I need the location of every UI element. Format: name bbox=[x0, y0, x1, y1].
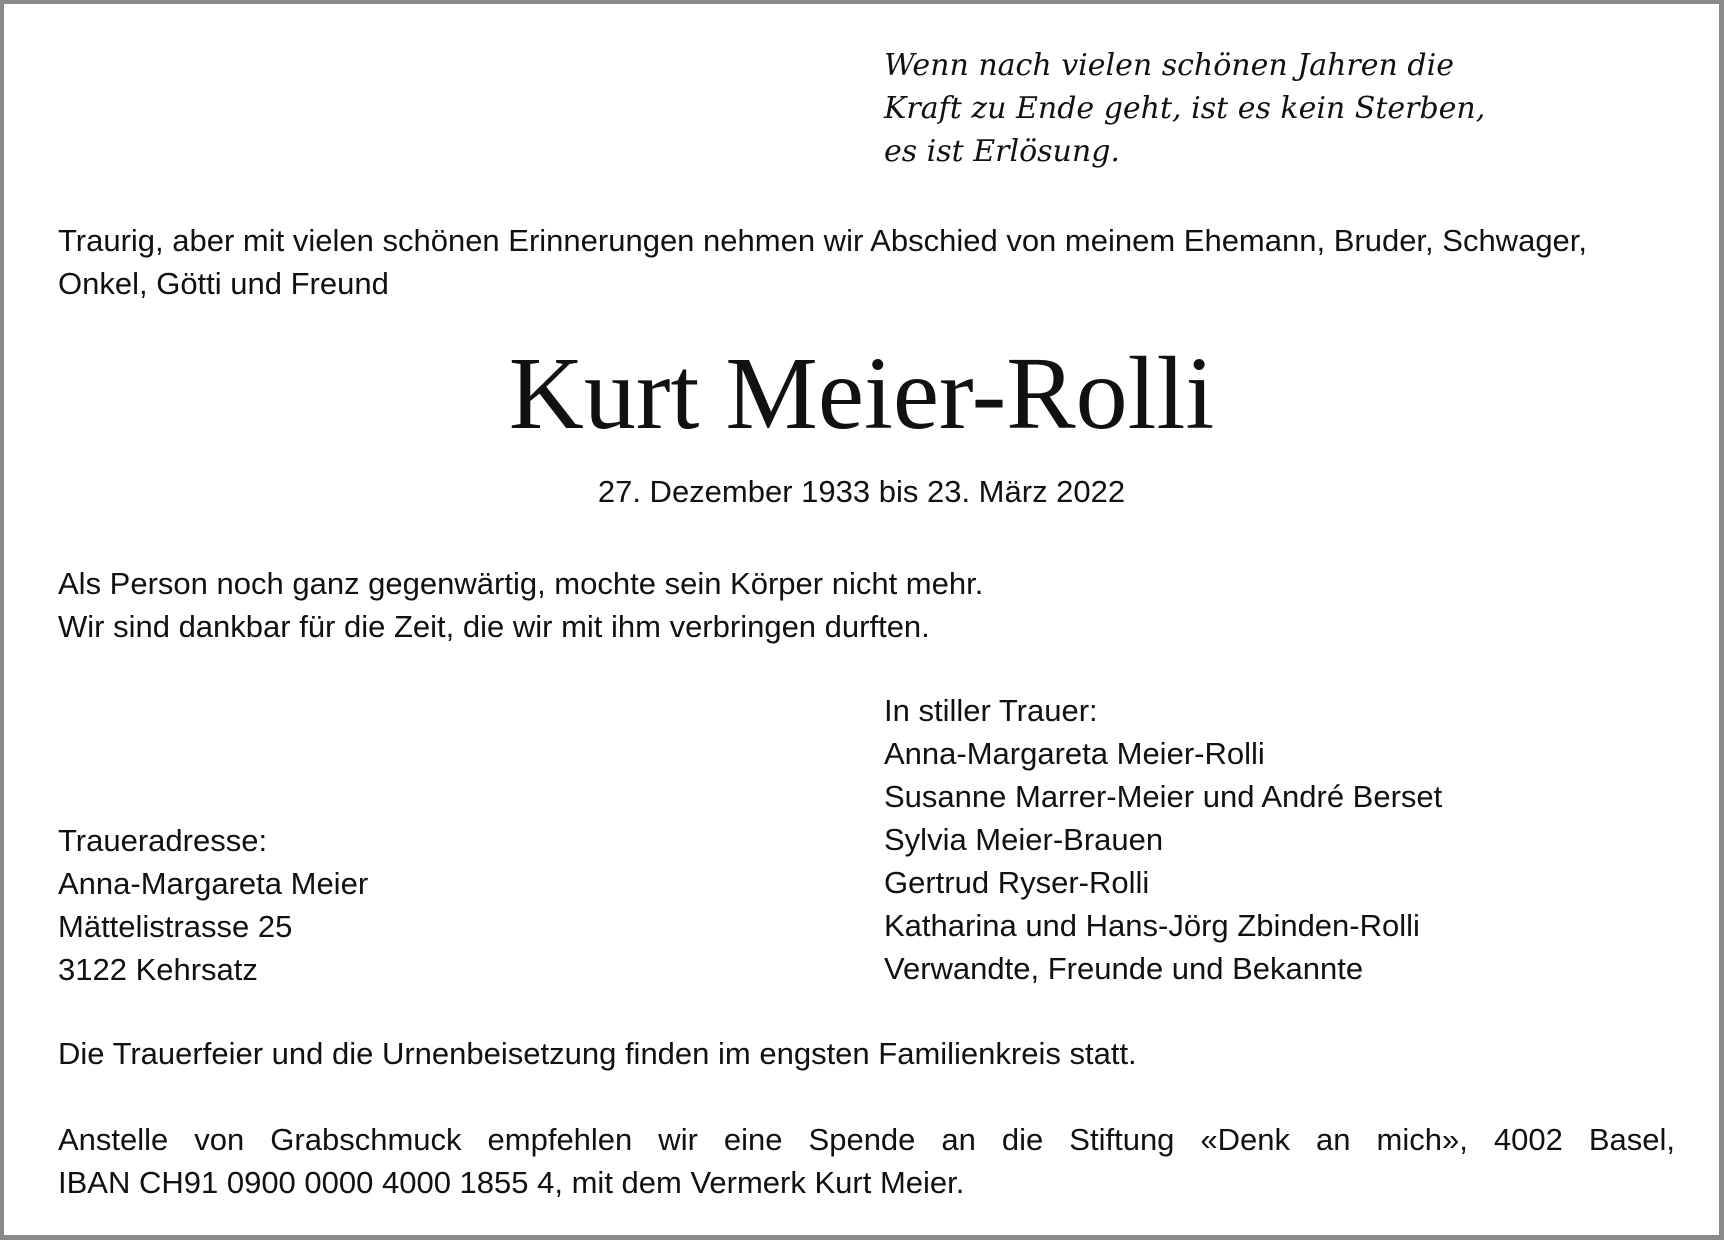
tribute-text bbox=[58, 562, 983, 648]
tribute-line: Wir sind dankbar für die Zeit, die wir mit ihm verbringen durften. bbox=[58, 609, 930, 644]
donation-line: IBAN CH91 0900 0000 4000 1855 4, mit dem Vermerk Kurt Meier. bbox=[58, 1165, 965, 1200]
mourner-name: Katharina und Hans-Jörg Zbinden-Rolli bbox=[884, 908, 1420, 943]
mourner-name: Susanne Marrer-Meier und André Berset bbox=[884, 779, 1443, 814]
mourners-list bbox=[884, 689, 1442, 990]
donation-line: Anstelle von Grabschmuck empfehlen wir eine Spende an die Stiftung «Denk an mich», 4002 Basel, bbox=[58, 1122, 1675, 1157]
motto-quote bbox=[884, 44, 1485, 173]
mourner-name: Anna-Margareta Meier-Rolli bbox=[884, 736, 1265, 771]
intro-text bbox=[58, 219, 1587, 305]
life-dates: 27. Dezember 1933 bis 23. März 2022 bbox=[597, 474, 1126, 509]
ceremony-note bbox=[58, 1032, 1137, 1075]
address-line: 3122 Kehrsatz bbox=[58, 952, 258, 987]
address-line: Anna-Margareta Meier bbox=[58, 866, 369, 901]
mourners-heading: In stiller Trauer: bbox=[884, 693, 1098, 728]
address-heading: Traueradresse: bbox=[58, 823, 268, 858]
ceremony-text: Die Trauerfeier und die Urnenbeisetzung finden im engsten Familienkreis statt. bbox=[58, 1036, 1137, 1071]
intro-line: Traurig, aber mit vielen schönen Erinnerungen nehmen wir Abschied von meinem Ehemann, Bruder, Schwager, bbox=[58, 223, 1588, 258]
motto-line: Kraft zu Ende geht, ist es kein Sterben, bbox=[884, 91, 1486, 126]
mourner-name: Verwandte, Freunde und Bekannte bbox=[884, 951, 1364, 986]
address-line: Mättelistrasse 25 bbox=[58, 909, 293, 944]
deceased-name: Kurt Meier-Rolli bbox=[508, 336, 1215, 451]
mourning-address bbox=[58, 819, 368, 991]
mourner-name: Gertrud Ryser-Rolli bbox=[884, 865, 1150, 900]
mourner-name: Sylvia Meier-Brauen bbox=[884, 822, 1164, 857]
motto-line: es ist Erlösung. bbox=[884, 134, 1120, 169]
motto-line: Wenn nach vielen schönen Jahren die bbox=[884, 48, 1454, 83]
tribute-line: Als Person noch ganz gegenwärtig, mochte sein Körper nicht mehr. bbox=[58, 566, 984, 601]
donation-note bbox=[58, 1118, 1675, 1204]
intro-line: Onkel, Götti und Freund bbox=[58, 266, 389, 301]
